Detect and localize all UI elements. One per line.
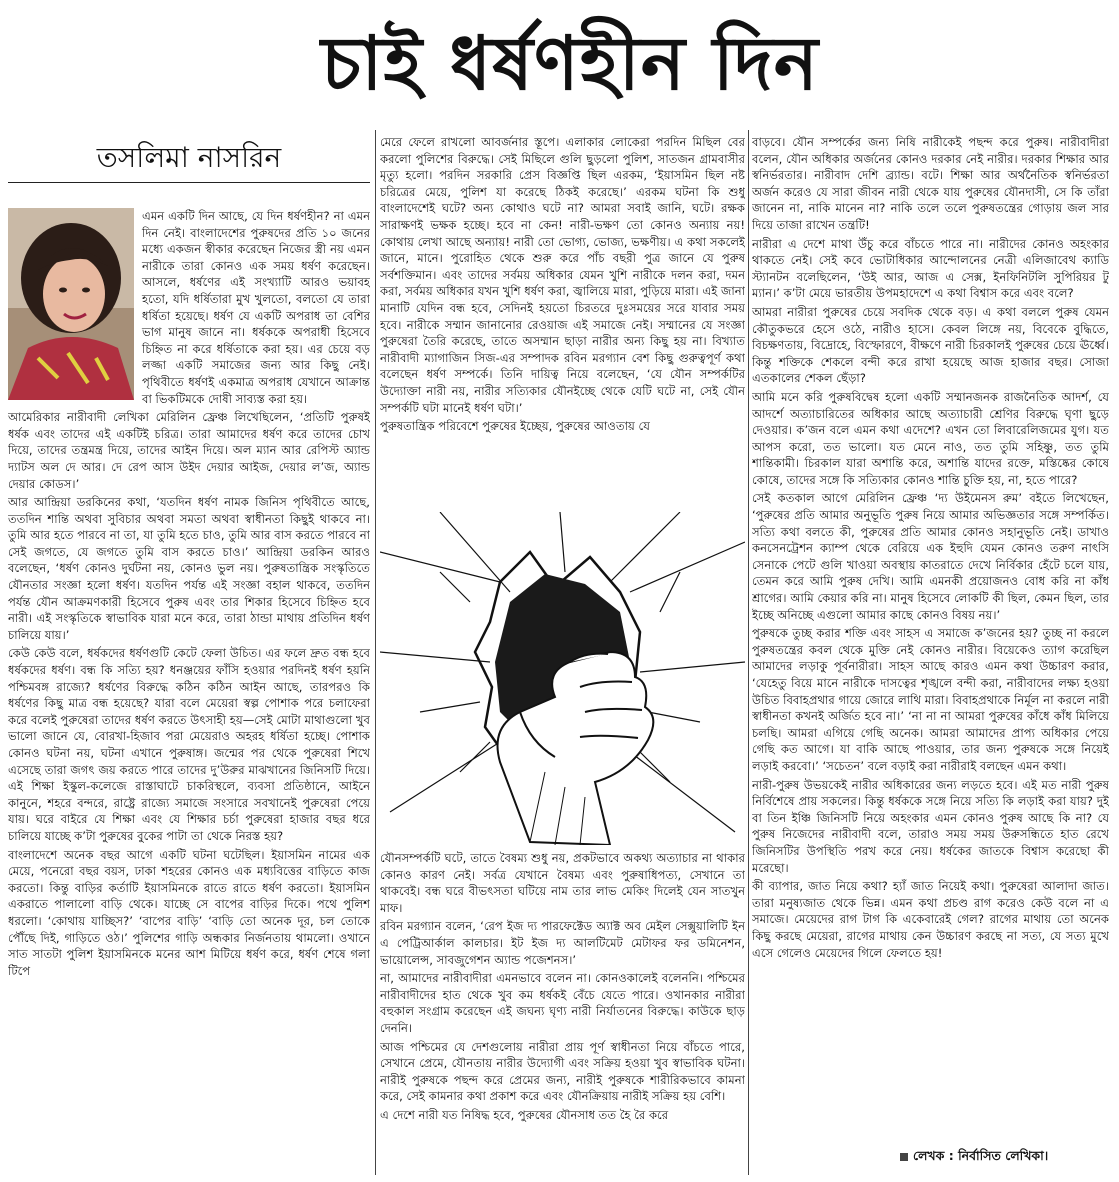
col1-paragraph-1: এমন একটি দিন আছে, যে দিন ধর্ষণহীন? না এমন দিন নেই। বাংলাদেশের পুরুষদের প্রতি ১০ জনের মধ্যে একজন স্বীকার করেছেন নিজের স্ত্রী নয় এমন নারীকে তারা কোনও এক সময় ধর্ষণ করেছেন। আসলে, ধর্ষণের এই সংখ্যাটি আরও ভয়াবহ হতো, যদি ধর্ষিতারা মুখ খুলতো, বলতো যে তারা ধর্ষিতা হয়েছে। ধর্ষণ যে একটি অপরাধ তা বেশির ভাগ মানুষ জানে না। ধর্ষককে অপরাধী হিসেবে চিহ্নিত না করে ধর্ষিতাকে করা হয়। এর চেয়ে বড় লজ্জা একটি সমাজের জন্য আর কিছু নেই। পৃথিবীতে ধর্ষণই একমাত্র অপরাধ যেখানে আক্রান্ত বা ভিকটিমকে দোষী সাব্যস্ত করা হয়। <box>142 209 370 406</box>
col1-paragraph-3: আর আন্দ্রিয়া ডরকিনের কথা, ‘যতদিন ধর্ষণ নামক জিনিস পৃথিবীতে আছে, ততদিন শান্তি অথবা সুবিচার অথবা সমতা অথবা স্বাধীনতা কিছুই থাকবে না। তুমি আর হতে পারবে না তা, যা তুমি হতে চাও, তুমি আর বাস করতে পারবে না সেই জগতে, যে জগতে তুমি বাস করতে চাও।’ আন্দ্রিয়া ডরকিন আরও বলেছেন, ‘ধর্ষণ কোনও দুর্ঘটনা নয়, কোনও ভুল নয়। পুরুষতান্ত্রিক সংস্কৃতিতে যৌনতার সংজ্ঞা হলো ধর্ষণ। যতদিন পর্যন্ত এই সংজ্ঞা বহাল থাকবে, ততদিন পর্যন্ত যৌন আক্রমণকারী হিসেবে পুরুষ এবং তার শিকার হিসেবে চিহ্নিত হবে নারী। এই সংস্কৃতিকে স্বাভাবিক যারা মনে করে, তারা ঠান্ডা মাথায় প্রতিদিন ধর্ষণ চালিয়ে যায়।’ <box>8 495 370 642</box>
col2b-paragraph-5: এ দেশে নারী যত নিষিদ্ধ হবে, পুরুষের যৌনসাধ তত হৈ রৈ করে <box>380 1107 669 1122</box>
fist-breaking-wall-illustration <box>380 512 745 845</box>
col3-paragraph-5: সেই কতকাল আগে মেরিলিন ফ্রেঞ্চ ‘দ্য উইমেনস রুম’ বইতে লিখেছেন, ‘পুরুষের প্রতি আমার অনুভূতি পুরুষ নিয়ে আমার অভিজ্ঞতার সঙ্গে সম্পর্কিত। সত্যি কথা বলতে কী, পুরুষের প্রতি আমার কোনও সহানুভূতি নেই। ডাখাও কনসেনট্রেশন ক্যাম্প থেকে বেরিয়ে এক ইহুদি যেমন কোনও তরুণ নাৎসি সেনাকে পেটে গুলি খাওয়া অবস্থায় কাতরাতে দেখে নির্বিকার হেঁটে চলে যায়, তেমন করে আমি পুরুষ দেখি। আমি এমনকী প্রয়োজনও বোধ করি না কাঁধ শ্রাগের। আমি কেয়ার করি না। মানুষ হিসেবে লোকটি কী ছিল, কেমন ছিল, তার ইচ্ছে অনিচ্ছে এগুলো আমার কাছে কোনও বিষয় নয়।’ <box>752 491 1109 622</box>
col3-paragraph-2: নারীরা এ দেশে মাথা উঁচু করে বাঁচতে পারে না। নারীদের কোনও অহংকার থাকতে নেই। সেই কবে ভোটাধিকার আন্দোলনের নেত্রী এলিজাবেথ ক্যাডি স্ট্যানটন বলেছিলেন, ‘উই আর, আজ এ সেক্স, ইনফিনিটলি সুপিরিয়র টু ম্যান।’ ক’টা মেয়ে ভারতীয় উপমহাদেশে এ কথা বিশ্বাস করে এবং বলে? <box>752 236 1109 301</box>
col2b-paragraph-3: না, আমাদের নারীবাদীরা এমনভাবে বলেন না। কোনওকালেই বলেননি। পশ্চিমের নারীবাদীদের হাত থেকে খুব কম ধর্ষকই বেঁচে যেতে পারে। ওখানকার নারীরা বহুকাল সংগ্রাম করেছেন এই জঘন্য ঘৃণ্য নারী নির্যাতনের বিরুদ্ধে। কাউকে ছাড় দেননি। <box>380 971 745 1035</box>
article-column-2-top <box>380 134 745 508</box>
article-column-2-bottom <box>380 850 745 1172</box>
col3-paragraph-4: আমি মনে করি পুরুষবিদ্বেষ হলো একটি সম্মানজনক রাজনৈতিক আদর্শ, যে আদর্শে অত্যাচারিতের অধিকার আছে অত্যাচারী শ্রেণির বিরুদ্ধে ঘৃণা ছুড়ে দেওয়ার। ক’জন বলে এমন কথা এদেশে? এখন তো লিবারেলিজমের যুগ। যত আপস করো, তত ভালো। যত মেনে নাও, তত তুমি সহিষ্ণু, তত তুমি শান্তিকামী। চিরকাল যারা অশান্তি করে, অশান্তি যাদের রক্তে, মস্তিষ্কের কোষে কোষে, তাদের সঙ্গে কি সত্যিকার কোনও শান্তি চুক্তি হয়, না, হতে পারে? <box>752 389 1109 487</box>
col3-paragraph-7: নারী-পুরুষ উভয়কেই নারীর অধিকারের জন্য লড়তে হবে। এই মত নারী পুরুষ নির্বিশেষে প্রায় সকলের। কিন্তু ধর্ষককে সঙ্গে নিয়ে সত্যি কি লড়াই করা যায়? দুই বা তিন ইঞ্চি জিনিসটি নিয়ে অহংকার এমন কোনও পুরুষ আছে কি না? যে পুরুষ নিজেদের নারীবাদী বলে, তারাও সময় সময় উরুসন্ধিতে হাত রেখে জিনিসটির উপস্থিতি পরখ করে নেয়। ধর্ষকের জাতকে বিশ্বাস করেছো কী মরেছো। <box>752 777 1109 875</box>
author-photo <box>8 208 134 400</box>
col1-paragraph-4: কেউ কেউ বলে, ধর্ষকদের ধর্ষণগুটি কেটে ফেলা উচিত। এর ফলে দ্রুত বন্ধ হবে ধর্ষকদের ধর্ষণ। বন্ধ কি সত্যি হয়? ধনঞ্জয়ের ফাঁসি হওয়ার পরদিনই ধর্ষণ হয়নি পশ্চিমবঙ্গ রাজ্যে? ধর্ষণের বিরুদ্ধে কঠিন কঠিন আইন আছে, তারপরও কি ধর্ষণের কিছু মাত্র বন্ধ হয়েছে? যারা বলে মেয়েরা স্বল্প পোশাক পরে চলাফেরা করে বলেই পুরুষেরা তাদের ধর্ষণ করতে উৎসাহী হয়—সেই মোটা মাথাগুলো খুব ভালো জানে যে, বোরখা-হিজাব পরা মেয়েরাও অহরহ ধর্ষিতা হচ্ছে। পোশাক কোনও ঘটনা নয়, ঘটনা এখানে পুরুষাঙ্গ। জন্মের পর থেকে পুরুষেরা শিখে এসেছে তারা জগৎ জয় করতে পারে তাদের দু’উরুর মাঝখানের জিনিসটি দিয়ে। এই শিক্ষা ইস্কুল-কলেজে রাস্তাঘাটে চাকরিস্থলে, ব্যবসা প্রতিষ্ঠানে, আইনে কানুনে, শহরে বন্দরে, রাষ্ট্রে রাজ্যে সমাজে সংসারে সবখানেই পুরুষেরা পেয়ে যায়। ঘরে বাইরে যে শিক্ষা এবং যে শিক্ষার চর্চা পুরুষেরা হাজার বছর ধরে চালিয়ে যাচ্ছে ক’টা পুরুষের বুকের পাটা তা থেকে নিরস্ত হয়? <box>8 646 370 843</box>
author-rule <box>8 182 370 183</box>
article-column-3 <box>752 134 1109 1134</box>
col2b-paragraph-4: আজ পশ্চিমের যে দেশগুলোয় নারীরা প্রায় পূর্ণ স্বাধীনতা নিয়ে বাঁচতে পারে, সেখানে প্রেমে, যৌনতায় নারীর উদ্যোগী এবং সক্রিয় হওয়া খুব স্বাভাবিক ঘটনা। নারীই পুরুষকে পছন্দ করে প্রেমের জন্য, নারীই পুরুষকে শারীরিকভাবে কামনা করে, সেই কামনার কথা প্রকাশ করে এবং যৌনক্রিয়ায় নারীই সক্রিয় হয় বেশি। <box>380 1039 745 1104</box>
author-name: তসলিমা নাসরিন <box>96 141 282 174</box>
headline: চাই ধর্ষণহীন দিন <box>321 21 819 107</box>
col3-paragraph-1: বাড়বে। যৌন সম্পর্কের জন্য নিষি নারীকেই পছন্দ করে পুরুষ। নারীবাদীরা বলেন, যৌন অধিকার অর্জনের কোনও দরকার নেই নারীর। দরকার শিক্ষার আর স্বনির্ভরতার। নারীবাদ দেশি ব্র্যান্ড। বটে। শিক্ষা আর অর্থনৈতিক স্বনির্ভরতা অর্জন করেও যে সারা জীবন নারী থেকে যায় পুরুষের যৌনদাসী, সে কি তাঁরা জানেন না, নাকি মানেন না? নাকি তলে তলে পুরুষতন্ত্রের গোড়ায় জল সার দিয়ে তাজা রাখেন তন্ত্রটি! <box>752 135 1109 232</box>
col3-paragraph-3: আমরা নারীরা পুরুষের চেয়ে সবদিক থেকে বড়। এ কথা বললে পুরুষ যেমন কৌতুকভরে হেসে ওঠে, নারীও হাসে। কেবল লিঙ্গে নয়, বিবেকে বুদ্ধিতে, বিচক্ষণতায়, বিদ্রোহে, বিস্ফোরণে, বীক্ষণে নারী চিরকালই পুরুষের চেয়ে ঊর্ধ্বে। কিন্তু শক্তিকে শেকলে বন্দী করে রাখা হয়েছে আজ হাজার বছর। সোজা এতকালের শেকল ছেঁড়া? <box>752 304 1109 386</box>
column-divider-2 <box>748 130 749 1175</box>
col1-paragraph-5: বাংলাদেশে অনেক বছর আগে একটি ঘটনা ঘটেছিল। ইয়াসমিন নামের এক মেয়ে, পনেরো বছর বয়স, ঢাকা শহরের কোনও এক মধ্যবিত্তের বাড়িতে কাজ করতো। কিন্তু বাড়ির কর্তাটি ইয়াসমিনকে রাতে রাতে ধর্ষণ করতো। ইয়াসমিন একরাতে পালালো বাড়ি থেকে। যাচ্ছে সে বাপের বাড়ির দিকে। পথে পুলিশ ধরলো। ‘কোথায় যাচ্ছিস?’ ‘বাপের বাড়ি’ ‘বাড়ি তো অনেক দূর, চল তোকে পৌঁছে দিই, গাড়িতে ওঠ।’ পুলিশের গাড়ি অন্ধকার নির্জনতায় থামলো। ওখানে সাত সাতটা পুলিশ ইয়াসমিনকে মনের আশ মিটিয়ে ধর্ষণ করে, ধর্ষণ শেষে গলা টিপে <box>8 847 370 978</box>
col2-paragraph-2: পুরুষতান্ত্রিক পরিবেশে পুরুষের ইচ্ছেয়, পুরুষের আওতায় যে <box>380 419 650 434</box>
signature-value: নির্বাসিত লেখিকা। <box>958 1148 1049 1163</box>
square-bullet-icon <box>900 1153 908 1161</box>
col2b-paragraph-1: যৌনসম্পর্কটি ঘটে, তাতে বৈষম্য শুধু নয়, প্রকটভাবে অকথ্য অত্যাচার না থাকার কোনও কারণ নেই। সর্বত্র যেখানে বৈষম্য এবং পুরুষাধিপত্য, সেখানে তা থাকবেই। বন্ধ ঘরে বীভৎসতা ঘটিয়ে নাম তার লাভ মেকিং দিলেই যেন সাতখুন মাফ। <box>380 851 745 915</box>
col3-paragraph-6: পুরুষকে তুচ্ছ করার শক্তি এবং সাহস এ সমাজে ক’জনের হয়? তুচ্ছ না করলে পুরুষতন্ত্রের কবল থেকে মুক্তি নেই কোনও নারীর। বিয়েকেও ত্যাগ করেছিল আমাদের লড়াকু পূর্বনারীরা। সাহস আছে কারও এমন কথা উচ্চারণ করার, ‘যেহেতু বিয়ে মানে নারীকে দাসত্বের শৃঙ্খলে বন্দী করা, নারীবাদের লক্ষ্য হওয়া উচিত বিবাহপ্রথার গায়ে জোরে লাথি মারা। বিবাহপ্রথাকে নির্মূল না করলে নারী স্বাধীনতা কখনই অর্জিত হবে না।’ ‘না না না আমরা পুরুষের কাঁধে কাঁধ মিলিয়ে চলছি। আমরা এগিয়ে গেছি অনেক। আমরা আমাদের প্রাপ্য অধিকার পেয়ে গেছি কত আগে। যা বাকি আছে পাওয়ার, তার জন্য পুরুষকে সঙ্গে নিয়েই লড়াই করবো।’ ‘সচেতন’ বলে বড়াই করা নারীরাই বলছেন এমন কথা। <box>752 626 1109 773</box>
col2-paragraph-1: মেরে ফেলে রাখলো আবর্জনার স্তূপে। এলাকার লোকেরা পরদিন মিছিল বের করলো পুলিশের বিরুদ্ধে। সেই মিছিলে গুলি ছুড়লো পুলিশ, সাতজন গ্রামবাসীর মৃত্যু হলো। পরদিন সরকারি প্রেস বিজ্ঞপ্তি ছিল এরকম, ‘ইয়াসমিন ছিল নষ্ট চরিত্রের মেয়ে, পুলিশ যা করেছে ঠিকই করেছে।’ এরকম ঘটনা কি শুধু বাংলাদেশেই ঘটে? অন্য কোথাও ঘটে না? আমরা সবাই জানি, ঘটে। রক্ষক সারাক্ষণই ভক্ষক হচ্ছে। হবে না কেন! নারী-ভক্ষণ তো কোনও অন্যায় নয়! কোথায় লেখা আছে অন্যায়! নারী তো ভোগ্য, ভোজ্য, ভক্ষণীয়। এ কথা সকলেই জানে, মানে। পুরোহিত থেকে শুরু করে পাঁচ বছরী পুত্র জানে যে পুরুষ সর্বশক্তিমান। এবং তাদের সর্বময় অধিকার যেমন খুশি নারীকে দলন করা, দমন করা, সর্বময় অধিকার যখন খুশি ধর্ষণ করা, জ্বালিয়ে মারা, পুড়িয়ে মারা। এই জানা মানাটি যেদিন বন্ধ হবে, সেদিনই হয়তো চিরতরে দুঃসময়ের সরে যাবার সময় হবে। নারীকে সম্মান জানানোর রেওয়াজ এই সমাজে নেই। সম্মানের যে সংজ্ঞা পুরুষেরা তৈরি করেছে, তাতে অসম্মান ছাড়া নারীর অন্য কিছু হয় না। বিখ্যাত নারীবাদী ম্যাগাজিন সিজ-এর সম্পাদক রবিন মরগ্যান বেশ কিছু গুরুত্বপূর্ণ কথা বলেছেন ধর্ষণ সম্পর্কে। তিনি দায়িত্ব নিয়ে বলেছেন, ‘যে যৌন সম্পর্কটির উদ্যোক্তা নারী নয়, নারীর সত্যিকার যৌনইচ্ছে থেকে যেটি ঘটে না, সেই যৌন সম্পর্কটি ঘটা মানেই ধর্ষণ ঘটা।’ <box>380 135 745 415</box>
signature-label: লেখক : <box>913 1148 954 1163</box>
column-divider-1 <box>375 130 376 1175</box>
author-signature <box>900 1146 1109 1166</box>
article-column-1 <box>8 208 370 1170</box>
col1-paragraph-2: আমেরিকার নারীবাদী লেখিকা মেরিলিন ফ্রেঞ্চ লিখেছিলেন, ‘প্রতিটি পুরুষই ধর্ষক এবং তাদের এই একটিই চরিত্র। তারা আমাদের ধর্ষণ করে তাদের চোখ দিয়ে, তাদের তন্ত্রমন্ত্র দিয়ে, তাদের আইন দিয়ে। অল ম্যান আর রেপিস্ট অ্যান্ড দ্যাটস অল দে আর। দে রেপ আস উইদ দেয়ার আইজ, দেয়ার ল’জ, অ্যান্ড দেয়ার কোডস।’ <box>8 410 370 491</box>
col2b-paragraph-2: রবিন মরগ্যান বলেন, ‘রেপ ইজ দ্য পারফেক্টেড অ্যাক্ট অব মেইল সেক্সুয়ালিটি ইন এ পেট্রিআর্কাল কালচার। ইট ইজ দ্য আলটিমেট মেটাফর ফর ডমিনেশন, ভায়োলেন্স, সাবজুগেশন অ্যান্ড পজেশনস।’ <box>380 919 745 967</box>
col3-paragraph-8: কী ব্যাপার, জাত নিয়ে কথা? হ্যাঁ জাত নিয়েই কথা। পুরুষেরা আলাদা জাত। তারা মনুষ্যজাত থেকে ভিন্ন। এমন কথা প্রচণ্ড রাগ করেও কেউ বলে না এ সমাজে। মেয়েদের রাগ টাগ কি একেবারেই গেল? রাগের মাথায় তো অনেক কিছু করছে মেয়েরা, রাগের মাথায় কেন উচ্চারণ করছে না সত্য, যে সত্য মুখে এসে গেলেও মেয়েদের গিলে ফেলতে হয়! <box>752 879 1109 960</box>
